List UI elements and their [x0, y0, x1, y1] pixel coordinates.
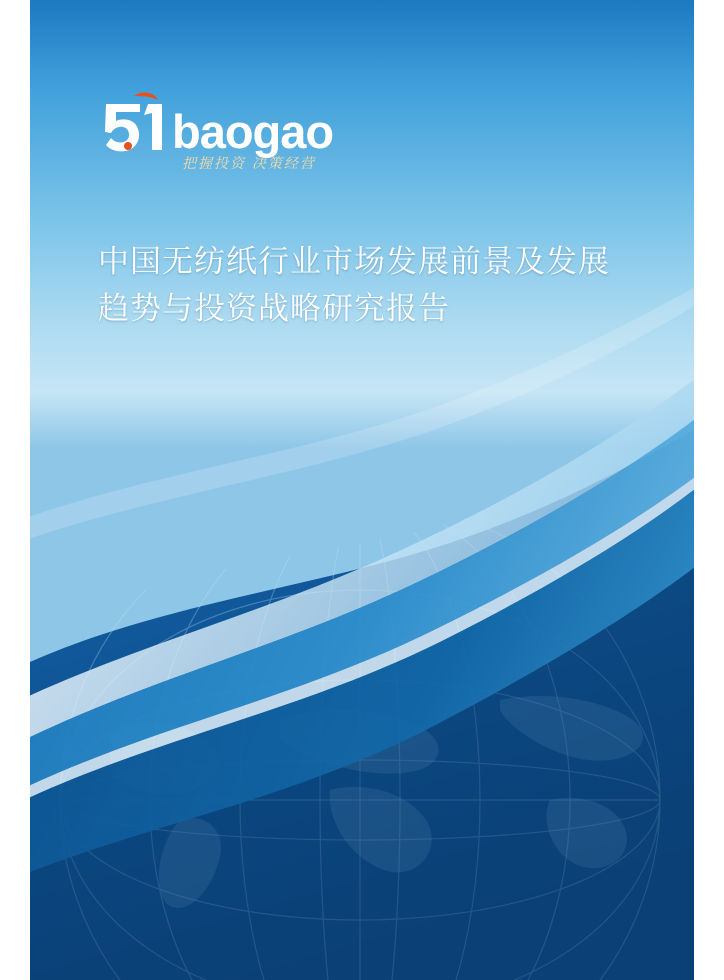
logo-wordmark: baogao: [172, 105, 334, 158]
report-title: [98, 238, 694, 332]
report-title-line-2: 趋势与投资战略研究报告: [98, 291, 450, 326]
report-title-line-1: 中国无纺纸行业市场发展前景及发展: [98, 244, 610, 279]
brand-logo: [98, 88, 358, 171]
cover-artwork: [30, 0, 694, 980]
logo-graphic: [98, 88, 358, 172]
logo-mark-51: [105, 93, 162, 152]
logo-tagline: 把握投资 决策经营: [182, 155, 316, 171]
